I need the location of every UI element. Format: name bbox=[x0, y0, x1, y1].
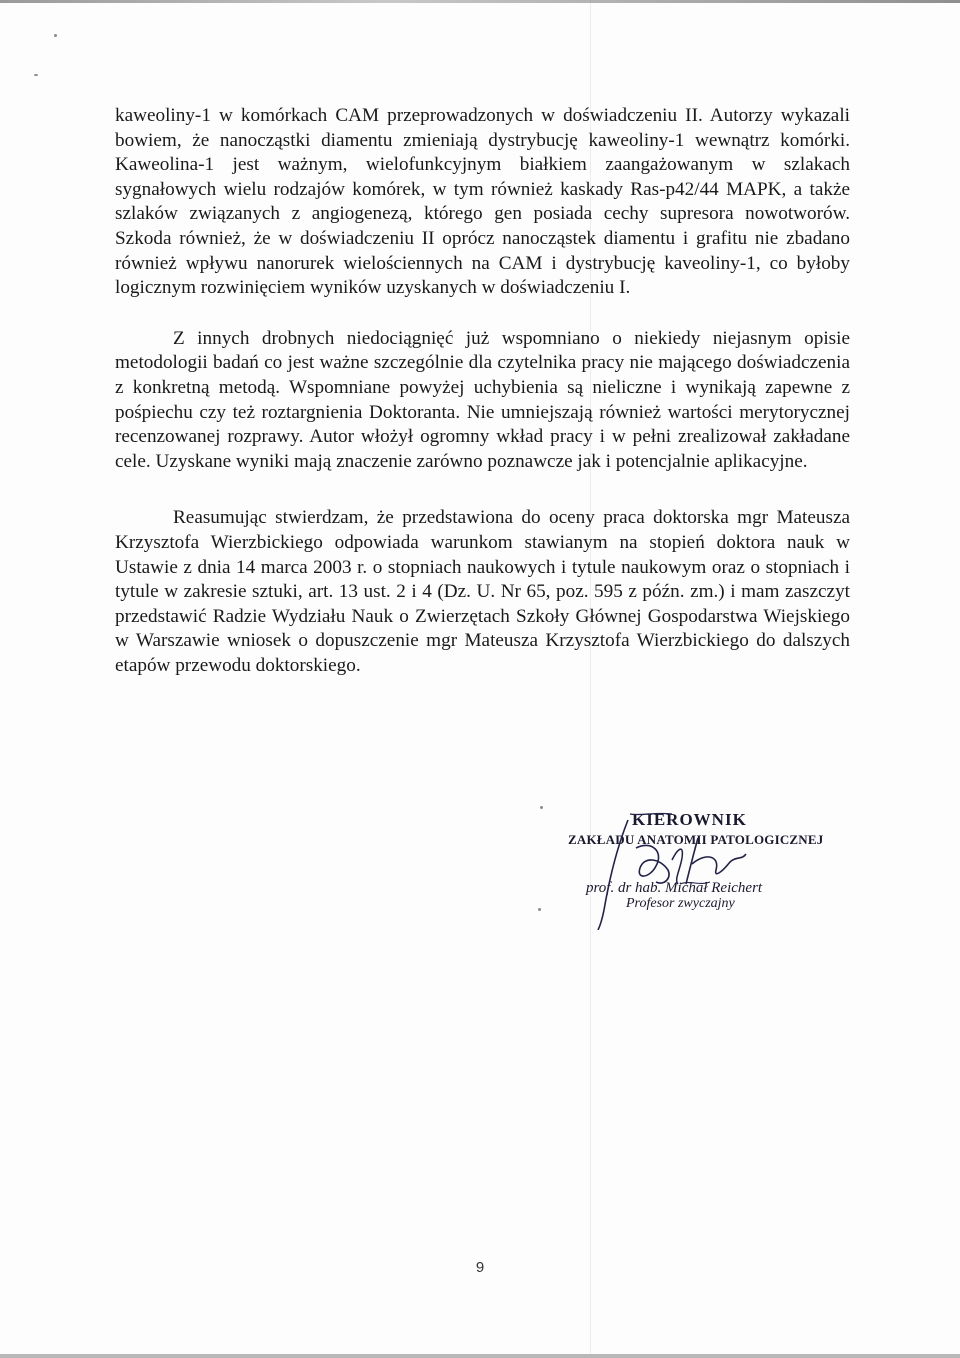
page-number: 9 bbox=[475, 1259, 485, 1276]
scan-edge-top bbox=[0, 0, 960, 3]
handwritten-signature bbox=[560, 800, 880, 930]
scan-speck bbox=[54, 34, 57, 37]
document-body bbox=[115, 104, 850, 678]
paragraph-review-continuation: kaweoliny-1 w komórkach CAM przeprowadzonych w doświadczeniu II. Autorzy wykazali bowiem, że nanocząstki diamentu zmieniają dystrybucję kaweoliny-1 wewnątrz komórki. Kaweolina-1 jest ważnym, wielofunkcyjnym białkiem zaangażowanym w szlakach sygnałowych wielu rodzajów komórek, w tym również kaskady Ras-p42/44 MAPK, a także szlaków związanych z angiogenezą, którego gen posiada cechy supresora nowotworów. Szkoda również, że w doświadczeniu II oprócz nanocząstek diamentu i grafitu nie zbadano również wpływu nanorurek wielościennych na CAM i dystrybucję kaveoliny-1, co byłoby logicznym rozwinięciem wyników uzyskanych w doświadczeniu I. bbox=[115, 105, 850, 299]
paragraph-shortcomings: Z innych drobnych niedociągnięć już wspomniano o niekiedy niejasnym opisie metodologii badań co jest ważne szczególnie dla czytelnika pracy nie mającego doświadczenia z konkretną metodą. Wspomniane powyżej uchybienia są nieliczne i wynikają zapewne z pośpiechu czy też roztargnienia Doktoranta. Nie umniejszają również wartości merytorycznej recenzowanej rozprawy. Autor włożył ogromny wkład pracy i w pełni zrealizował zakładane cele. Uzyskane wyniki mają znaczenie zarówno poznawcze jak i potencjalnie aplikacyjne. bbox=[115, 327, 850, 472]
paragraph-conclusion: Reasumując stwierdzam, że przedstawiona do oceny praca doktorska mgr Mateusza Krzysztofa Wierzbickiego odpowiada warunkom stawianym na stopień doktora nauk w Ustawie z dnia 14 marca 2003 r. o stopniach naukowych i tytule naukowym oraz o stopniach i tytule w zakresie sztuki, art. 13 ust. 2 i 4 (Dz. U. Nr 65, poz. 595 z późn. zm.) i mam zaszczyt przedstawić Radzie Wydziału Nauk o Zwierzętach Szkoły Głównej Gospodarstwa Wiejskiego w Warszawie wniosek o dopuszczenie mgr Mateusza Krzysztofa Wierzbickiego do dalszych etapów przewodu doktorskiego. bbox=[115, 507, 850, 676]
stamp-title: KIEROWNIK bbox=[632, 810, 747, 829]
stamp-name: prof. dr hab. Michał Reichert bbox=[586, 880, 763, 896]
scan-speck bbox=[540, 806, 543, 809]
stamp-position: Profesor zwyczajny bbox=[626, 896, 735, 911]
scan-speck bbox=[538, 908, 541, 911]
scan-speck bbox=[34, 74, 38, 76]
scan-edge-bottom bbox=[0, 1354, 960, 1358]
official-stamp bbox=[560, 800, 880, 930]
stamp-department: ZAKŁADU ANATOMII PATOLOGICZNEJ bbox=[568, 832, 824, 847]
